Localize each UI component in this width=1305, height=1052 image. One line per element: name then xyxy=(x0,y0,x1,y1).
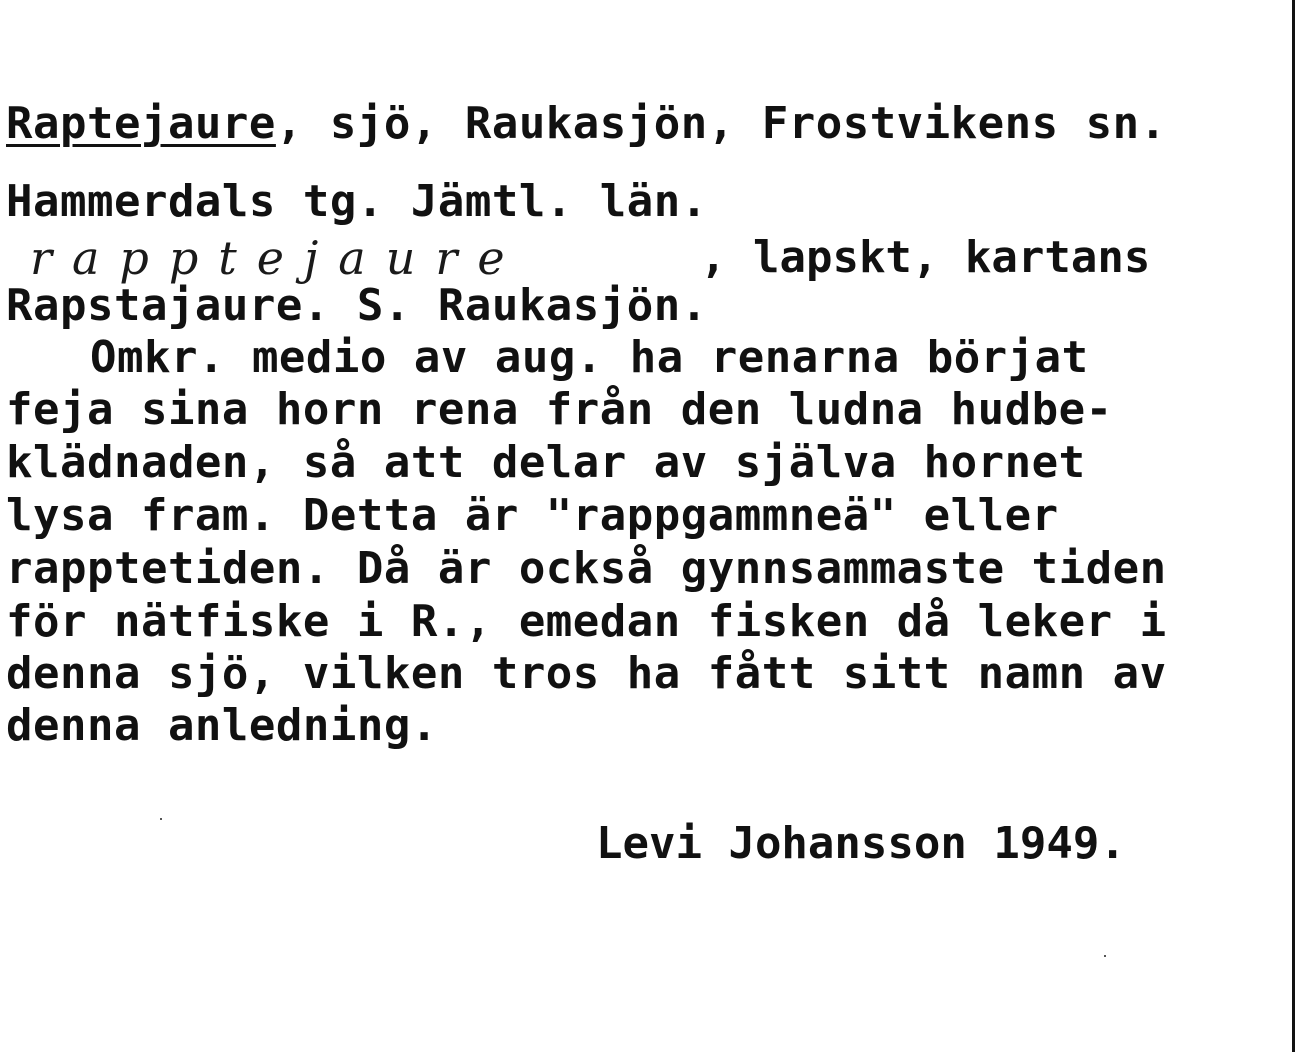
handwritten-form: rapptejaure xyxy=(30,231,525,285)
scan-speck xyxy=(1104,955,1106,957)
body-line-1: Omkr. medio av aug. ha renarna börjat xyxy=(90,332,1089,383)
headword: Raptejaure xyxy=(6,98,276,149)
entry-line-1 xyxy=(6,98,1167,150)
entry-line-3-rest: , lapskt, kartans xyxy=(700,232,1151,283)
entry-line-4: Rapstajaure. S. Raukasjön. xyxy=(6,280,708,331)
entry-line-2: Hammerdals tg. Jämtl. län. xyxy=(6,176,708,227)
entry-line-1-rest: , sjö, Raukasjön, Frostvikens sn. xyxy=(275,98,1167,149)
scan-speck xyxy=(160,818,162,820)
card-right-edge xyxy=(1292,0,1295,1052)
signature-line: Levi Johansson 1949. xyxy=(596,818,1126,869)
body-line-3: klädnaden, så att delar av själva hornet xyxy=(6,437,1086,488)
body-line-6: för nätfiske i R., emedan fisken då leker i xyxy=(6,596,1167,647)
body-line-5: rapptetiden. Då är också gynnsammaste tiden xyxy=(6,543,1167,594)
body-line-8: denna anledning. xyxy=(6,700,438,751)
body-line-4: lysa fram. Detta är "rappgammneä" eller xyxy=(6,490,1059,541)
body-line-2: feja sina horn rena från den ludna hudbe- xyxy=(6,384,1113,435)
body-line-7: denna sjö, vilken tros ha fått sitt namn av xyxy=(6,648,1167,699)
